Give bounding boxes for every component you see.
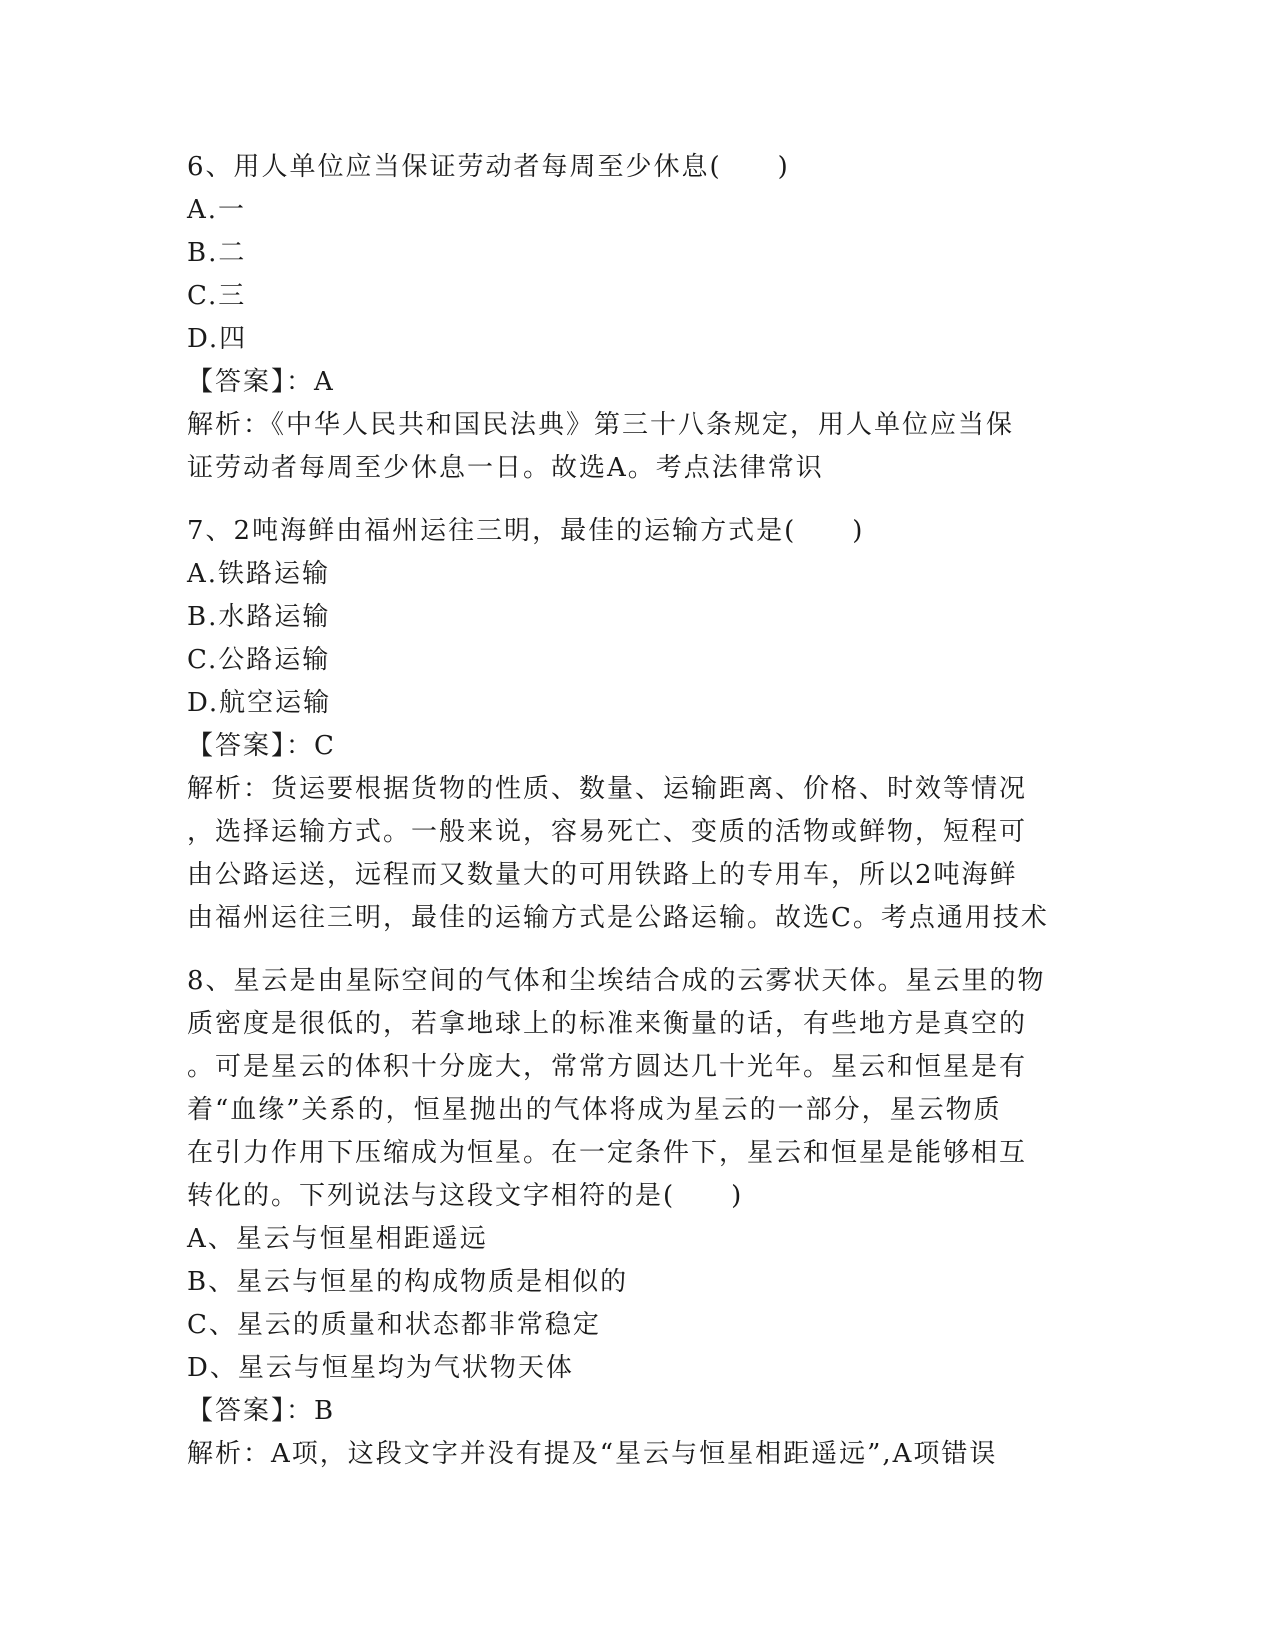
question-stem: 6、用人单位应当保证劳动者每周至少休息( ) [187, 152, 790, 182]
question-stem: 7、2吨海鲜由福州运往三明，最佳的运输方式是( ) [187, 516, 865, 546]
option-b: B.二 [187, 238, 247, 268]
option-d: D.航空运输 [187, 688, 332, 718]
answer-line: 【答案】：A [187, 367, 335, 397]
question-stem: 8、星云是由星际空间的气体和尘埃结合成的云雾状天体。星云里的物 [187, 966, 1046, 996]
question-stem: 在引力作用下压缩成为恒星。在一定条件下，星云和恒星是能够相互 [187, 1138, 1028, 1168]
option-b: B、星云与恒星的构成物质是相似的 [187, 1267, 629, 1297]
option-c: C.三 [187, 281, 247, 311]
question-stem: 质密度是很低的，若拿地球上的标准来衡量的话，有些地方是真空的 [187, 1009, 1028, 1039]
analysis-line: ，选择运输方式。一般来说，容易死亡、变质的活物或鲜物，短程可 [187, 817, 1028, 847]
analysis-line: 由公路运送，远程而又数量大的可用铁路上的专用车，所以2吨海鲜 [187, 860, 1018, 890]
question-stem: 着“血缘”关系的，恒星抛出的气体将成为星云的一部分，星云物质 [187, 1095, 1002, 1125]
analysis-line: 解析：《中华人民共和国民法典》第三十八条规定，用人单位应当保 [187, 410, 1015, 440]
answer-line: 【答案】：B [187, 1396, 336, 1426]
option-a: A.一 [187, 195, 247, 225]
option-d: D.四 [187, 324, 248, 354]
answer-line: 【答案】：C [187, 731, 336, 761]
analysis-line: 由福州运往三明，最佳的运输方式是公路运输。故选C。考点通用技术 [187, 903, 1049, 933]
question-8 [187, 960, 1087, 1476]
question-stem: 转化的。下列说法与这段文字相符的是( ) [187, 1181, 744, 1211]
option-d: D、星云与恒星均为气状物天体 [187, 1353, 574, 1383]
analysis-line: 解析：A项，这段文字并没有提及“星云与恒星相距遥远”,A项错误 [187, 1439, 998, 1469]
option-a: A、星云与恒星相距遥远 [187, 1224, 488, 1254]
option-c: C、星云的质量和状态都非常稳定 [187, 1310, 601, 1340]
question-7 [187, 510, 1087, 940]
analysis-line: 解析：货运要根据货物的性质、数量、运输距离、价格、时效等情况 [187, 774, 1028, 804]
question-6 [187, 146, 1087, 490]
question-stem: 。可是星云的体积十分庞大，常常方圆达几十光年。星云和恒星是有 [187, 1052, 1028, 1082]
option-c: C.公路运输 [187, 645, 331, 675]
question-list [187, 146, 1087, 1476]
option-b: B.水路运输 [187, 602, 331, 632]
analysis-line: 证劳动者每周至少休息一日。故选A。考点法律常识 [187, 453, 824, 483]
option-a: A.铁路运输 [187, 559, 331, 589]
